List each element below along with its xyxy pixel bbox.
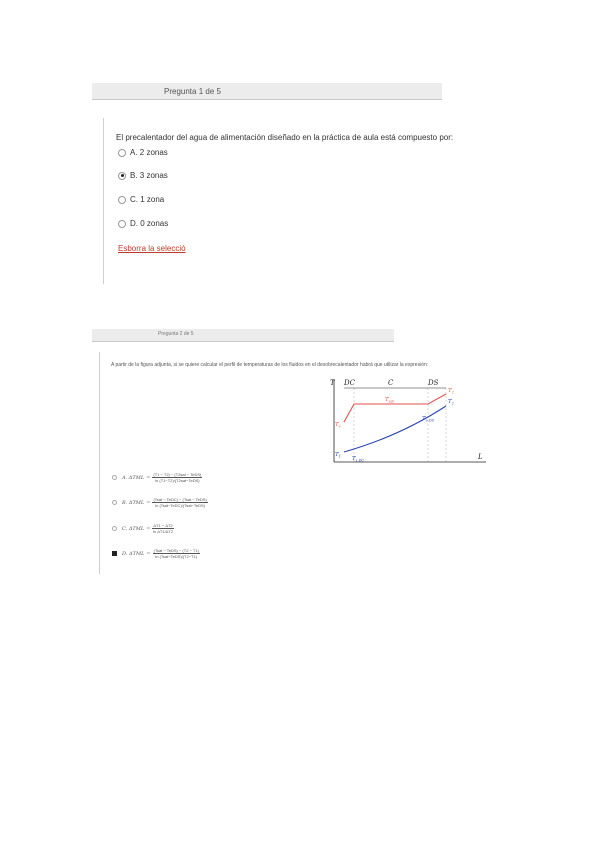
fraction-denominator: ln (Tsat−TeDC)/(Tsat−TeDS) [155,503,206,508]
fraction-numerator: (T1 − T2) − (T2sat − TeDS) [153,472,202,477]
formula-fraction [152,472,202,483]
radio-button[interactable] [118,220,126,228]
cold-fluid-line [344,406,446,452]
option-prefix: A. ΔTML [122,474,145,481]
fraction-numerator: (Tsat − TeDC) − (Tsat − TeDS) [153,497,207,502]
fraction-numerator: ΔT1 − ΔT2 [153,523,173,528]
option-b[interactable] [112,497,208,508]
option-prefix: C. ΔTML [122,525,145,532]
option-equals: = [146,474,151,481]
formula-fraction [153,548,200,559]
option-equals: = [146,499,151,506]
option-a[interactable] [118,148,168,157]
formula-fraction [152,523,173,534]
question-1-text: El precalentador del agua de alimentación diseñado en la práctica de aula está compuesto por: [116,133,454,142]
question-1-body [103,118,504,284]
radio-button[interactable] [118,196,126,204]
question-1-number: Pregunta 1 de 5 [164,87,221,96]
zone-label-c: C [388,379,394,387]
question-2-body [99,352,500,574]
option-b[interactable] [118,171,168,180]
option-label: D. 0 zonas [130,219,169,228]
radio-button[interactable] [112,500,117,505]
formula-fraction [152,497,207,508]
zone-label-dc: DC [344,379,355,387]
option-equals: = [146,550,151,557]
label-teds: $T_{e DS}$ [422,416,435,423]
radio-button-selected[interactable] [112,551,117,556]
label-tv: $T_v$ [335,422,341,429]
axis-label-t: T [330,379,335,387]
label-tsat: $T_{sat}$ [385,397,394,404]
question-2-text: A partir de la figura adjunta, si se quiere calcular el perfil de temperaturas de los fluidos en el desobrecalentador habrá que utilizar la expresión: [111,362,429,368]
zone-label-ds: DS [428,379,439,387]
option-equals: = [146,525,151,532]
option-prefix: D. ΔTML [122,550,145,557]
option-label: B. 3 zonas [130,171,168,180]
option-label: C. 1 zona [130,195,165,204]
option-c[interactable] [112,523,174,534]
label-tedc: $T_{s DC}$ [352,456,365,463]
radio-button[interactable] [112,475,117,480]
fraction-denominator: ln (Tsat−TeDS)/(T2−T1) [155,554,198,559]
temperature-profile-diagram [330,376,490,468]
radio-button[interactable] [118,149,126,157]
option-a[interactable] [112,472,202,483]
option-prefix: B. ΔTML [122,499,145,506]
question-2-number: Pregunta 2 de 5 [158,331,194,337]
label-t2-hot: $T_2$ [448,388,454,395]
option-label: A. 2 zonas [130,148,168,157]
question-2-header [92,329,394,342]
label-t2-cold: $T_2$ [448,399,454,406]
clear-selection-link[interactable]: Esborra la selecció [118,244,186,253]
fraction-denominator: ln ΔT1/ΔT2 [153,529,174,534]
axis-label-l: L [478,453,483,461]
option-d[interactable] [118,219,168,228]
label-t1: $T_1$ [335,452,341,459]
fraction-denominator: ln (T1−T2)/(T2sat−TeDS) [155,478,200,483]
option-c[interactable] [118,195,164,204]
radio-button-selected[interactable] [118,172,126,180]
fraction-numerator: (Tsat − TeDS) − (T2 − T1) [153,548,199,553]
option-d[interactable] [112,548,200,559]
question-1-header [92,83,442,100]
radio-button[interactable] [112,526,117,531]
